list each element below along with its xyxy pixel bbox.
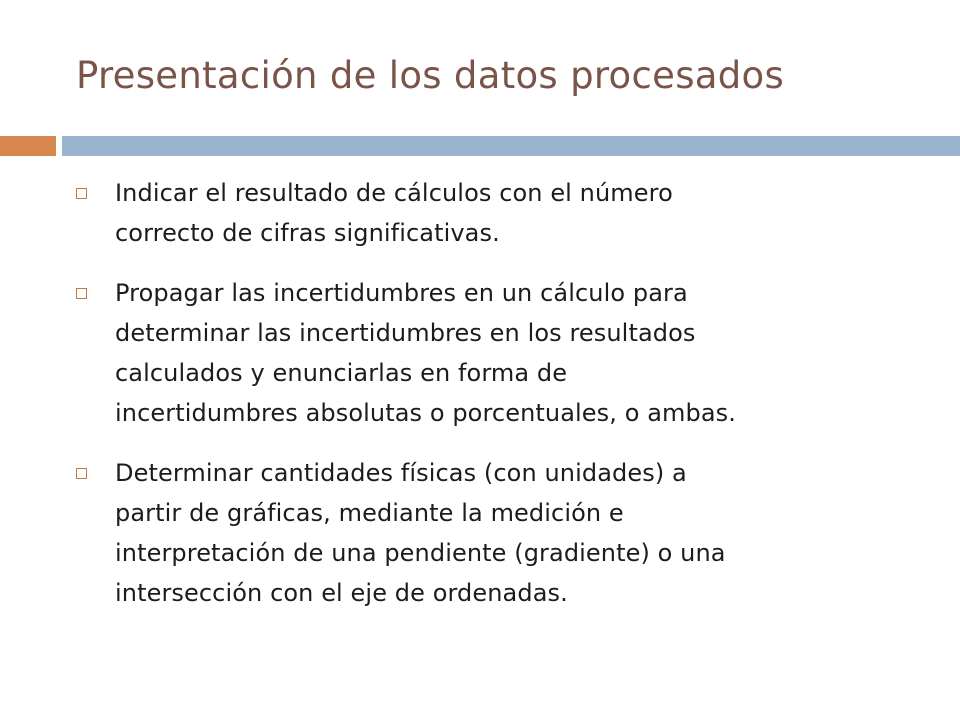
square-bullet-icon — [76, 288, 87, 299]
bullet-line: incertidumbres absolutas o porcentuales, o ambas. — [115, 399, 736, 427]
square-bullet-icon — [76, 188, 87, 199]
bullet-line: interpretación de una pendiente (gradiente) o una — [115, 539, 726, 567]
bullet-line: calculados y enunciarlas en forma de — [115, 359, 568, 387]
bullet-item — [72, 273, 872, 433]
slide-title: Presentación de los datos procesados — [76, 54, 785, 97]
bullet-line: Determinar cantidades físicas (con unidades) a — [115, 459, 687, 487]
square-bullet-icon — [76, 468, 87, 479]
bullet-line: Propagar las incertidumbres en un cálculo para — [115, 279, 688, 307]
accent-bar-blue — [62, 136, 960, 156]
bullet-line: partir de gráficas, mediante la medición e — [115, 499, 624, 527]
bullet-line: Indicar el resultado de cálculos con el número — [115, 179, 673, 207]
accent-bar-orange — [0, 136, 56, 156]
bullet-line: intersección con el eje de ordenadas. — [115, 579, 568, 607]
bullet-item — [72, 173, 872, 253]
bullet-line: determinar las incertidumbres en los resultados — [115, 319, 696, 347]
bullet-item — [72, 453, 872, 613]
bullet-list — [72, 173, 872, 633]
bullet-line: correcto de cifras significativas. — [115, 219, 500, 247]
